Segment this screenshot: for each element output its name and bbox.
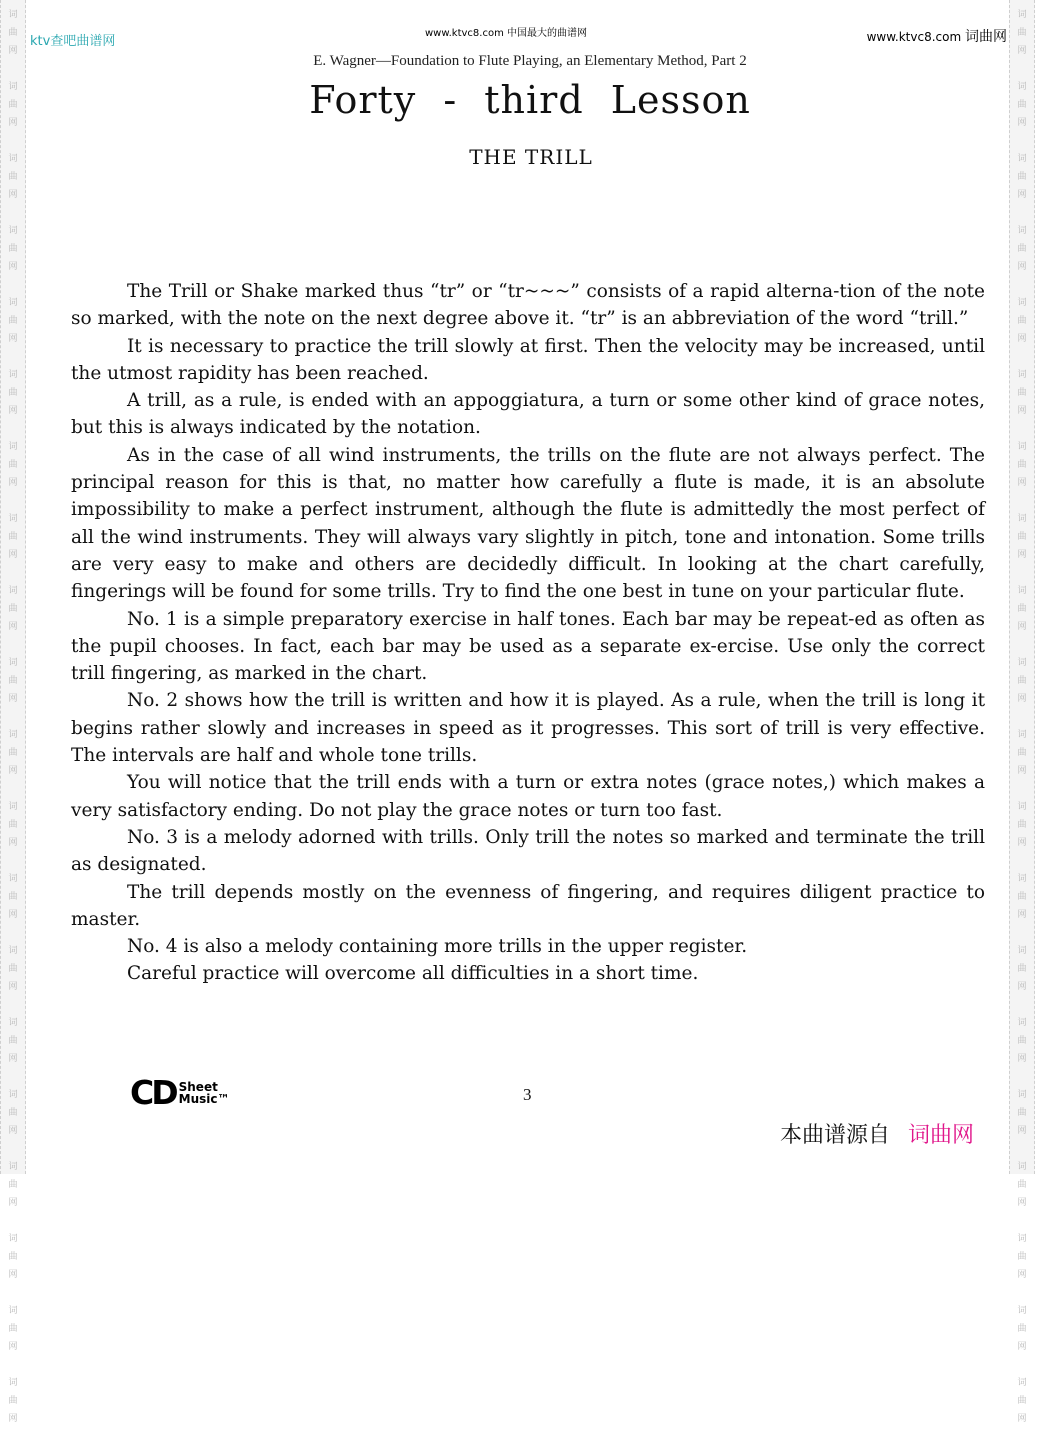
source-label: 本曲谱源自	[780, 1123, 891, 1148]
side-watermark-text: 词 曲 网 词 曲 网 词 曲 网 词 曲 网 词 曲 网 词 曲 网 词 曲 网 词 曲 网 词 曲 网 词 曲 网 词 曲 网 词 曲 网 词 曲 网 词 曲 网 词 曲 网 词 曲 网 词 曲 网 词 曲 网 词 曲 网 词 曲 网	[8, 10, 18, 1424]
paragraph: No. 2 shows how the trill is written and how it is played. As a rule, when the trill is long it begins rather slowly and increases in speed as it progresses. This sort of trill is very effective. The intervals are half and whole tone trills.	[71, 690, 985, 767]
top-center-watermark: www.ktvc8.com 中国最大的曲谱网	[425, 28, 588, 39]
logo-mark: CD	[130, 1073, 176, 1112]
paragraph: As in the case of all wind instruments, the trills on the flute are not always perfect. The principal reason for this is that, no matter how carefully a flute is made, it is an absolute impossibility to make a perfect instrument, although the flute is admittedly the most perfect of all the wind instruments. They will always vary slightly in pitch, tone and intonation. Some trills are very easy to make and others are decidedly difficult. In looking at the chart carefully, fingerings will be found for some trills. Try to find the one best in tune on your particular flute.	[71, 444, 985, 603]
paragraph: You will notice that the trill ends with a turn or extra notes (grace notes,) which makes a very satisfactory ending. Do not play the grace notes or turn too fast.	[71, 772, 985, 821]
source-credit	[780, 1118, 974, 1149]
side-watermark-text: 词 曲 网 词 曲 网 词 曲 网 词 曲 网 词 曲 网 词 曲 网 词 曲 网 词 曲 网 词 曲 网 词 曲 网 词 曲 网 词 曲 网 词 曲 网 词 曲 网 词 曲 网 词 曲 网 词 曲 网 词 曲 网 词 曲 网 词 曲 网	[1017, 10, 1027, 1424]
top-right-watermark	[867, 26, 1007, 46]
paragraph: No. 4 is also a melody containing more trills in the upper register.	[127, 936, 748, 958]
left-watermark-strip	[0, 0, 26, 1424]
paragraph: Careful practice will overcome all difficulties in a short time.	[127, 963, 699, 985]
paragraph: No. 1 is a simple preparatory exercise in half tones. Each bar may be repeat-ed as often as the pupil chooses. In fact, each bar may be used as a separate ex-ercise. Use only the correct trill fingering, as marked in the chart.	[71, 608, 985, 685]
paragraph: No. 3 is a melody adorned with trills. Only trill the notes so marked and terminate the trill as designated.	[71, 826, 985, 876]
paragraph: It is necessary to practice the trill slowly at first. Then the velocity may be increased, until the utmost rapidity has been reached.	[71, 335, 985, 384]
lesson-body	[71, 278, 985, 988]
top-left-watermark: ktv查吧曲谱网	[30, 34, 116, 49]
paragraph: The trill depends mostly on the evenness of fingering, and requires diligent practice to master.	[71, 881, 985, 930]
cd-sheet-music-logo	[130, 1073, 239, 1112]
right-watermark-strip	[1009, 0, 1035, 1424]
top-right-url: www.ktvc8.com	[866, 30, 962, 44]
logo-text: Sheet Music™	[178, 1079, 230, 1106]
top-right-label: 词曲网	[965, 29, 1007, 45]
page-number: 3	[523, 1085, 532, 1104]
section-heading: THE TRILL	[469, 145, 593, 169]
book-subtitle: E. Wagner—Foundation to Flute Playing, an Elementary Method, Part 2	[313, 53, 747, 69]
lesson-title: Forty - third Lesson	[309, 78, 751, 122]
paragraph: The Trill or Shake marked thus “tr” or “tr~~~” consists of a rapid alterna-tion of the note so marked, with the note on the next degree above it. “tr” is an abbreviation of the word “trill.”	[71, 281, 985, 330]
paragraph: A trill, as a rule, is ended with an appoggiatura, a turn or some other kind of grace notes, but this is always indicated by the notation.	[71, 390, 985, 439]
source-brand: 词曲网	[908, 1123, 975, 1148]
